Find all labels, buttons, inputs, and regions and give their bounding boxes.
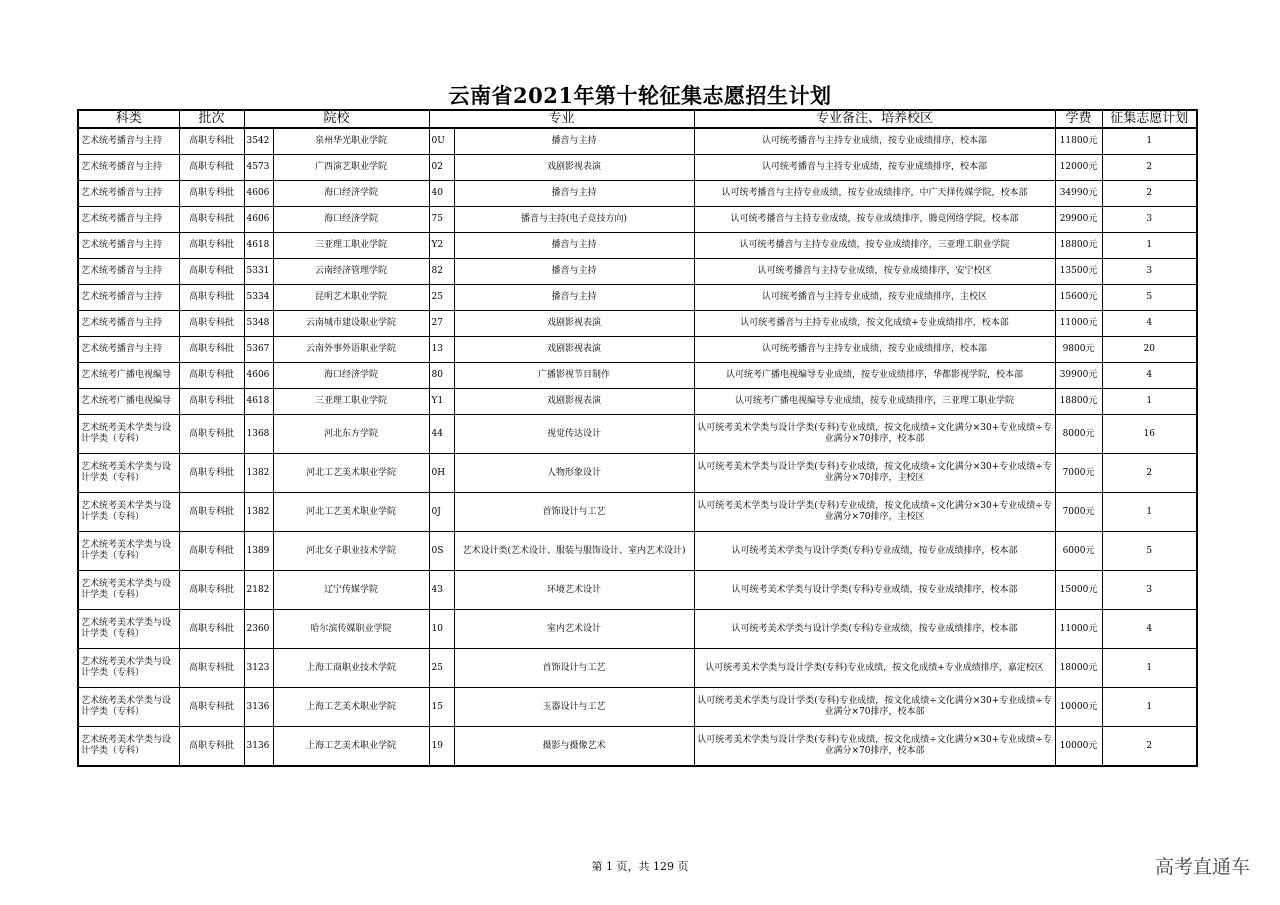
plan-count-cell: 20 [1102, 337, 1197, 363]
school-code-cell: 5348 [244, 311, 273, 337]
table-row [78, 259, 1197, 285]
fee-cell: 8000元 [1055, 415, 1102, 454]
category-cell: 艺术统考播音与主持 [78, 285, 179, 311]
note-cell: 认可统考美术学类与设计学类(专科)专业成绩，按专业成绩排序，校本部 [694, 610, 1055, 649]
school-code-cell: 1382 [244, 493, 273, 532]
fee-cell: 6000元 [1055, 532, 1102, 571]
plan-count-cell: 1 [1102, 493, 1197, 532]
school-code-cell: 4606 [244, 181, 273, 207]
category-cell: 艺术统考美术学类与设计学类（专科） [78, 415, 179, 454]
major-code-cell: 25 [429, 649, 454, 688]
major-code-cell: 82 [429, 259, 454, 285]
major-name-cell: 摄影与摄像艺术 [454, 727, 694, 767]
school-name-cell: 海口经济学院 [273, 181, 429, 207]
school-code-cell: 4618 [244, 233, 273, 259]
major-name-cell: 视觉传达设计 [454, 415, 694, 454]
header-school: 院校 [244, 110, 429, 128]
category-cell: 艺术统考播音与主持 [78, 207, 179, 233]
category-cell: 艺术统考美术学类与设计学类（专科） [78, 688, 179, 727]
plan-count-cell: 5 [1102, 285, 1197, 311]
category-cell: 艺术统考播音与主持 [78, 155, 179, 181]
major-code-cell: 0J [429, 493, 454, 532]
note-cell: 认可统考广播电视编导专业成绩，按专业成绩排序，三亚理工职业学院 [694, 389, 1055, 415]
batch-cell: 高职专科批 [179, 727, 244, 767]
major-code-cell: Y2 [429, 233, 454, 259]
note-cell: 认可统考美术学类与设计学类(专科)专业成绩，按文化成绩+专业成绩排序，嘉定校区 [694, 649, 1055, 688]
note-cell: 认可统考播音与主持专业成绩，按专业成绩排序，三亚理工职业学院 [694, 233, 1055, 259]
major-code-cell: 0U [429, 128, 454, 155]
fee-cell: 15000元 [1055, 571, 1102, 610]
school-code-cell: 5334 [244, 285, 273, 311]
note-cell: 认可统考播音与主持专业成绩，按文化成绩+专业成绩排序，校本部 [694, 311, 1055, 337]
school-name-cell: 上海工艺美术职业学院 [273, 727, 429, 767]
fee-cell: 18000元 [1055, 649, 1102, 688]
school-code-cell: 5367 [244, 337, 273, 363]
category-cell: 艺术统考广播电视编导 [78, 389, 179, 415]
category-cell: 艺术统考播音与主持 [78, 259, 179, 285]
table-row [78, 389, 1197, 415]
major-name-cell: 播音与主持 [454, 128, 694, 155]
fee-cell: 10000元 [1055, 727, 1102, 767]
table-row [78, 181, 1197, 207]
school-name-cell: 上海工艺美术职业学院 [273, 688, 429, 727]
major-name-cell: 播音与主持 [454, 285, 694, 311]
plan-count-cell: 1 [1102, 128, 1197, 155]
school-code-cell: 3123 [244, 649, 273, 688]
note-cell: 认可统考广播电视编导专业成绩，按专业成绩排序，华都影视学院，校本部 [694, 363, 1055, 389]
school-code-cell: 4606 [244, 207, 273, 233]
major-code-cell: 0S [429, 532, 454, 571]
plan-count-cell: 2 [1102, 155, 1197, 181]
fee-cell: 29900元 [1055, 207, 1102, 233]
table-row [78, 363, 1197, 389]
category-cell: 艺术统考广播电视编导 [78, 363, 179, 389]
plan-count-cell: 3 [1102, 571, 1197, 610]
table-row [78, 155, 1197, 181]
major-code-cell: 13 [429, 337, 454, 363]
school-code-cell: 1389 [244, 532, 273, 571]
batch-cell: 高职专科批 [179, 363, 244, 389]
plan-count-cell: 4 [1102, 610, 1197, 649]
school-name-cell: 昆明艺术职业学院 [273, 285, 429, 311]
major-code-cell: 44 [429, 415, 454, 454]
table-row [78, 649, 1197, 688]
note-cell: 认可统考美术学类与设计学类(专科)专业成绩，按文化成绩÷文化满分×30+专业成绩÷专业满分×70排序，校本部 [694, 415, 1055, 454]
table-row [78, 610, 1197, 649]
category-cell: 艺术统考美术学类与设计学类（专科） [78, 493, 179, 532]
plan-count-cell: 1 [1102, 389, 1197, 415]
note-cell: 认可统考美术学类与设计学类(专科)专业成绩，按文化成绩÷文化满分×30+专业成绩÷专业满分×70排序，校本部 [694, 688, 1055, 727]
plan-count-cell: 4 [1102, 311, 1197, 337]
major-name-cell: 首饰设计与工艺 [454, 649, 694, 688]
major-code-cell: 02 [429, 155, 454, 181]
plan-count-cell: 2 [1102, 181, 1197, 207]
note-cell: 认可统考播音与主持专业成绩，按专业成绩排序，校本部 [694, 337, 1055, 363]
note-cell: 认可统考播音与主持专业成绩，按专业成绩排序，校本部 [694, 155, 1055, 181]
major-code-cell: 40 [429, 181, 454, 207]
school-name-cell: 云南城市建设职业学院 [273, 311, 429, 337]
fee-cell: 12000元 [1055, 155, 1102, 181]
batch-cell: 高职专科批 [179, 259, 244, 285]
category-cell: 艺术统考美术学类与设计学类（专科） [78, 727, 179, 767]
major-code-cell: 25 [429, 285, 454, 311]
major-code-cell: 19 [429, 727, 454, 767]
major-code-cell: 80 [429, 363, 454, 389]
table-row [78, 207, 1197, 233]
category-cell: 艺术统考美术学类与设计学类（专科） [78, 649, 179, 688]
note-cell: 认可统考播音与主持专业成绩，按专业成绩排序，校本部 [694, 128, 1055, 155]
school-code-cell: 2182 [244, 571, 273, 610]
major-name-cell: 艺术设计类(艺术设计、服装与服饰设计、室内艺术设计) [454, 532, 694, 571]
header-batch: 批次 [179, 110, 244, 128]
fee-cell: 18800元 [1055, 233, 1102, 259]
major-name-cell: 环境艺术设计 [454, 571, 694, 610]
note-cell: 认可统考美术学类与设计学类(专科)专业成绩，按文化成绩÷文化满分×30+专业成绩÷专业满分×70排序，主校区 [694, 454, 1055, 493]
enrollment-plan-table [77, 109, 1198, 767]
table-body [78, 128, 1197, 766]
category-cell: 艺术统考美术学类与设计学类（专科） [78, 571, 179, 610]
fee-cell: 10000元 [1055, 688, 1102, 727]
batch-cell: 高职专科批 [179, 128, 244, 155]
school-name-cell: 三亚理工职业学院 [273, 389, 429, 415]
school-name-cell: 广西演艺职业学院 [273, 155, 429, 181]
school-code-cell: 5331 [244, 259, 273, 285]
fee-cell: 34990元 [1055, 181, 1102, 207]
table-header-row [78, 110, 1197, 128]
major-name-cell: 戏剧影视表演 [454, 389, 694, 415]
batch-cell: 高职专科批 [179, 610, 244, 649]
batch-cell: 高职专科批 [179, 155, 244, 181]
batch-cell: 高职专科批 [179, 688, 244, 727]
major-code-cell: 75 [429, 207, 454, 233]
school-name-cell: 海口经济学院 [273, 363, 429, 389]
batch-cell: 高职专科批 [179, 233, 244, 259]
table-row [78, 233, 1197, 259]
major-name-cell: 播音与主持 [454, 259, 694, 285]
batch-cell: 高职专科批 [179, 311, 244, 337]
table-row [78, 532, 1197, 571]
fee-cell: 9800元 [1055, 337, 1102, 363]
note-cell: 认可统考播音与主持专业成绩，按专业成绩排序，主校区 [694, 285, 1055, 311]
category-cell: 艺术统考播音与主持 [78, 233, 179, 259]
batch-cell: 高职专科批 [179, 181, 244, 207]
note-cell: 认可统考美术学类与设计学类(专科)专业成绩，按文化成绩÷文化满分×30+专业成绩÷专业满分×70排序，主校区 [694, 493, 1055, 532]
header-category: 科类 [78, 110, 179, 128]
batch-cell: 高职专科批 [179, 649, 244, 688]
plan-count-cell: 3 [1102, 207, 1197, 233]
major-name-cell: 首饰设计与工艺 [454, 493, 694, 532]
plan-count-cell: 1 [1102, 649, 1197, 688]
major-code-cell: 0H [429, 454, 454, 493]
table-row [78, 415, 1197, 454]
header-major: 专业 [429, 110, 694, 128]
school-name-cell: 云南经济管理学院 [273, 259, 429, 285]
school-name-cell: 辽宁传媒学院 [273, 571, 429, 610]
plan-count-cell: 4 [1102, 363, 1197, 389]
school-code-cell: 3136 [244, 727, 273, 767]
table-row [78, 727, 1197, 767]
major-code-cell: Y1 [429, 389, 454, 415]
major-name-cell: 播音与主持 [454, 181, 694, 207]
school-code-cell: 2360 [244, 610, 273, 649]
school-name-cell: 河北工艺美术职业学院 [273, 493, 429, 532]
school-name-cell: 泉州华光职业学院 [273, 128, 429, 155]
batch-cell: 高职专科批 [179, 389, 244, 415]
header-fee: 学费 [1055, 110, 1102, 128]
major-code-cell: 27 [429, 311, 454, 337]
plan-count-cell: 5 [1102, 532, 1197, 571]
major-name-cell: 广播影视节目制作 [454, 363, 694, 389]
note-cell: 认可统考播音与主持专业成绩，按专业成绩排序，腾竞网络学院，校本部 [694, 207, 1055, 233]
school-name-cell: 河北女子职业技术学院 [273, 532, 429, 571]
major-name-cell: 戏剧影视表演 [454, 311, 694, 337]
note-cell: 认可统考美术学类与设计学类(专科)专业成绩，按专业成绩排序，校本部 [694, 532, 1055, 571]
fee-cell: 18800元 [1055, 389, 1102, 415]
fee-cell: 7000元 [1055, 493, 1102, 532]
page-title: 云南省2021年第十轮征集志愿招生计划 [448, 83, 832, 108]
category-cell: 艺术统考美术学类与设计学类（专科） [78, 610, 179, 649]
school-code-cell: 4606 [244, 363, 273, 389]
category-cell: 艺术统考播音与主持 [78, 181, 179, 207]
table-row [78, 571, 1197, 610]
major-name-cell: 玉器设计与工艺 [454, 688, 694, 727]
school-name-cell: 哈尔滨传媒职业学院 [273, 610, 429, 649]
plan-count-cell: 1 [1102, 688, 1197, 727]
table-row [78, 128, 1197, 155]
category-cell: 艺术统考美术学类与设计学类（专科） [78, 532, 179, 571]
school-name-cell: 河北工艺美术职业学院 [273, 454, 429, 493]
school-code-cell: 1368 [244, 415, 273, 454]
fee-cell: 11000元 [1055, 311, 1102, 337]
major-name-cell: 人物形象设计 [454, 454, 694, 493]
page-footer: 第 1 页，共 129 页 [591, 860, 689, 873]
school-name-cell: 河北东方学院 [273, 415, 429, 454]
batch-cell: 高职专科批 [179, 571, 244, 610]
batch-cell: 高职专科批 [179, 532, 244, 571]
plan-count-cell: 2 [1102, 454, 1197, 493]
table-row [78, 493, 1197, 532]
fee-cell: 11000元 [1055, 610, 1102, 649]
batch-cell: 高职专科批 [179, 493, 244, 532]
school-code-cell: 3136 [244, 688, 273, 727]
school-code-cell: 4618 [244, 389, 273, 415]
batch-cell: 高职专科批 [179, 337, 244, 363]
table-row [78, 311, 1197, 337]
school-name-cell: 三亚理工职业学院 [273, 233, 429, 259]
batch-cell: 高职专科批 [179, 207, 244, 233]
fee-cell: 13500元 [1055, 259, 1102, 285]
major-name-cell: 戏剧影视表演 [454, 155, 694, 181]
major-code-cell: 15 [429, 688, 454, 727]
header-plan: 征集志愿计划 [1102, 110, 1197, 128]
major-code-cell: 10 [429, 610, 454, 649]
category-cell: 艺术统考播音与主持 [78, 128, 179, 155]
school-code-cell: 4573 [244, 155, 273, 181]
header-note: 专业备注、培养校区 [694, 110, 1055, 128]
school-code-cell: 1382 [244, 454, 273, 493]
table-row [78, 337, 1197, 363]
school-name-cell: 云南外事外语职业学院 [273, 337, 429, 363]
batch-cell: 高职专科批 [179, 454, 244, 493]
category-cell: 艺术统考播音与主持 [78, 311, 179, 337]
plan-count-cell: 16 [1102, 415, 1197, 454]
note-cell: 认可统考美术学类与设计学类(专科)专业成绩，按文化成绩÷文化满分×30+专业成绩÷专业满分×70排序，校本部 [694, 727, 1055, 767]
school-code-cell: 3542 [244, 128, 273, 155]
category-cell: 艺术统考美术学类与设计学类（专科） [78, 454, 179, 493]
major-name-cell: 播音与主持(电子竞技方向) [454, 207, 694, 233]
fee-cell: 15600元 [1055, 285, 1102, 311]
school-name-cell: 海口经济学院 [273, 207, 429, 233]
batch-cell: 高职专科批 [179, 285, 244, 311]
fee-cell: 7000元 [1055, 454, 1102, 493]
plan-count-cell: 3 [1102, 259, 1197, 285]
major-name-cell: 播音与主持 [454, 233, 694, 259]
note-cell: 认可统考美术学类与设计学类(专科)专业成绩，按专业成绩排序，校本部 [694, 571, 1055, 610]
table-row [78, 454, 1197, 493]
batch-cell: 高职专科批 [179, 415, 244, 454]
school-name-cell: 上海工商职业技术学院 [273, 649, 429, 688]
category-cell: 艺术统考播音与主持 [78, 337, 179, 363]
plan-count-cell: 2 [1102, 727, 1197, 767]
table-row [78, 688, 1197, 727]
note-cell: 认可统考播音与主持专业成绩，按专业成绩排序，安宁校区 [694, 259, 1055, 285]
watermark: 高考直通车 [1154, 856, 1250, 878]
table-row [78, 285, 1197, 311]
major-name-cell: 室内艺术设计 [454, 610, 694, 649]
fee-cell: 11800元 [1055, 128, 1102, 155]
fee-cell: 39900元 [1055, 363, 1102, 389]
major-code-cell: 43 [429, 571, 454, 610]
note-cell: 认可统考播音与主持专业成绩，按专业成绩排序，中广天择传媒学院，校本部 [694, 181, 1055, 207]
plan-count-cell: 1 [1102, 233, 1197, 259]
major-name-cell: 戏剧影视表演 [454, 337, 694, 363]
